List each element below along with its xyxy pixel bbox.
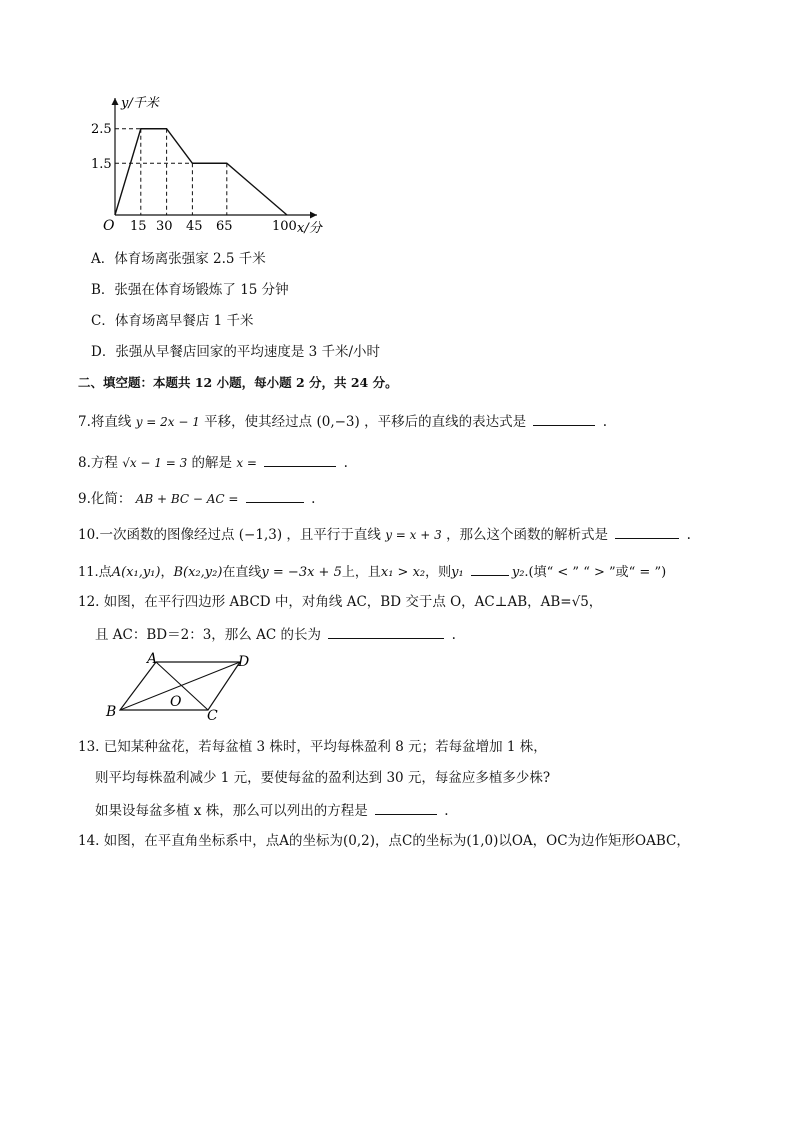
q12-line2-end: .: [451, 627, 456, 643]
q13-line3-end: .: [444, 803, 449, 819]
question-9: [78, 488, 315, 508]
section-heading: 二、填空题：本题共 12 小题，每小题 2 分，共 24 分。: [78, 375, 398, 390]
q11-equation: y = −3x + 5: [261, 565, 342, 580]
x-axis-label: x/分: [297, 221, 322, 236]
q13-answer-blank[interactable]: [375, 800, 437, 815]
q10-mid: ，且平行于直线: [286, 527, 381, 543]
y-tick-1.5: 1.5: [91, 157, 112, 172]
q7-mid: 平移，使其经过点: [204, 414, 313, 430]
label-d: D: [238, 654, 250, 670]
q7-answer-blank[interactable]: [533, 411, 595, 426]
question-12-line2: [95, 624, 456, 644]
q10-point: (−1,3): [238, 527, 283, 543]
q9-pre: 9.化简：: [78, 491, 132, 507]
q8-pre: 8.方程: [78, 455, 118, 471]
q9-expression: AB + BC − AC =: [135, 492, 239, 506]
question-13-line2: 则平均每株盈利减少 1 元，要使每盆的盈利达到 30 元，每盆应多植多少株?: [95, 770, 551, 786]
q11-sep: ，: [160, 565, 174, 580]
q9-end: .: [311, 491, 316, 507]
q8-equation: √x − 1 = 3: [122, 456, 188, 470]
diagonal-ac: [156, 662, 208, 710]
question-11: [78, 561, 666, 582]
label-a: A: [147, 651, 158, 667]
x-tick-45: 45: [186, 219, 203, 234]
x-tick-100: 100: [272, 219, 297, 234]
option-d: D．张强从早餐店回家的平均速度是 3 千米/小时: [91, 344, 381, 360]
q7-equation: y = 2x − 1: [135, 415, 200, 429]
q10-pre: 10.一次函数的图像经过点: [78, 527, 235, 543]
q7-point: (0,−3): [316, 414, 360, 430]
question-7: [78, 411, 607, 431]
q11-point-b: B(x₂,y₂): [173, 565, 223, 580]
q11-y2: y₂: [511, 565, 525, 580]
q11-condition: x₁ > x₂: [380, 565, 426, 580]
question-12-line1: 12. 如图，在平行四边形 ABCD 中，对角线 AC，BD 交于点 O，AC⊥AB，AB=√5，: [78, 594, 603, 610]
q12-answer-blank[interactable]: [328, 624, 444, 639]
label-c: C: [207, 708, 218, 724]
q8-var: x =: [236, 456, 257, 470]
y-axis-label: y/千米: [121, 96, 159, 111]
q7-end: .: [602, 414, 607, 430]
option-a: A．体育场离张强家 2.5 千米: [91, 251, 266, 267]
x-tick-15: 15: [130, 219, 147, 234]
question-8: [78, 452, 348, 472]
q7-pre: 7.将直线: [78, 414, 132, 430]
question-13-line1: 13. 已知某种盆花，若每盆植 3 株时，平均每株盈利 8 元；若每盆增加 1 株，: [78, 739, 547, 755]
label-b: B: [106, 704, 117, 720]
q11-mid2: 上，且: [341, 565, 381, 580]
q11-pre: 11.点: [78, 565, 112, 580]
option-b: B．张强在体育场锻炼了 15 分钟: [91, 282, 289, 298]
y-tick-2.5: 2.5: [91, 122, 112, 137]
q11-mid3: ，则: [425, 565, 452, 580]
q8-mid: 的解是: [191, 455, 233, 471]
distance-time-graph: [91, 92, 335, 240]
q12-line2-pre: 且 AC：BD＝2：3，那么 AC 的长为: [95, 627, 321, 643]
origin-label: O: [103, 218, 115, 234]
question-10: [78, 524, 691, 544]
q10-post: ，那么这个函数的解析式是: [446, 527, 609, 543]
option-c: C．体育场离早餐店 1 千米: [91, 313, 254, 329]
q11-post: .(填“ < ” “ > ”或“ = ”): [524, 565, 667, 580]
q10-equation: y = x + 3: [385, 528, 442, 542]
q10-end: .: [686, 527, 691, 543]
q11-answer-blank[interactable]: [471, 561, 509, 576]
q13-line3-pre: 如果设每盆多植 x 株，那么可以列出的方程是: [95, 803, 368, 819]
q8-end: .: [343, 455, 348, 471]
q10-answer-blank[interactable]: [615, 524, 679, 539]
q9-answer-blank[interactable]: [246, 488, 304, 503]
parallelogram-figure: [100, 650, 260, 726]
q8-answer-blank[interactable]: [264, 452, 336, 467]
x-tick-30: 30: [156, 219, 173, 234]
q11-point-a: A(x₁,y₁): [111, 565, 161, 580]
q7-post: ，平移后的直线的表达式是: [364, 414, 527, 430]
label-o: O: [170, 694, 182, 710]
x-tick-65: 65: [216, 219, 233, 234]
q11-y1: y₁: [451, 565, 464, 580]
q11-mid: 在直线: [222, 565, 262, 580]
question-14-line1: 14. 如图，在平直角坐标系中，点A的坐标为(0,2)，点C的坐标为(1,0)以OA，OC为边作矩形OABC，: [78, 833, 690, 849]
question-13-line3: [95, 800, 449, 820]
